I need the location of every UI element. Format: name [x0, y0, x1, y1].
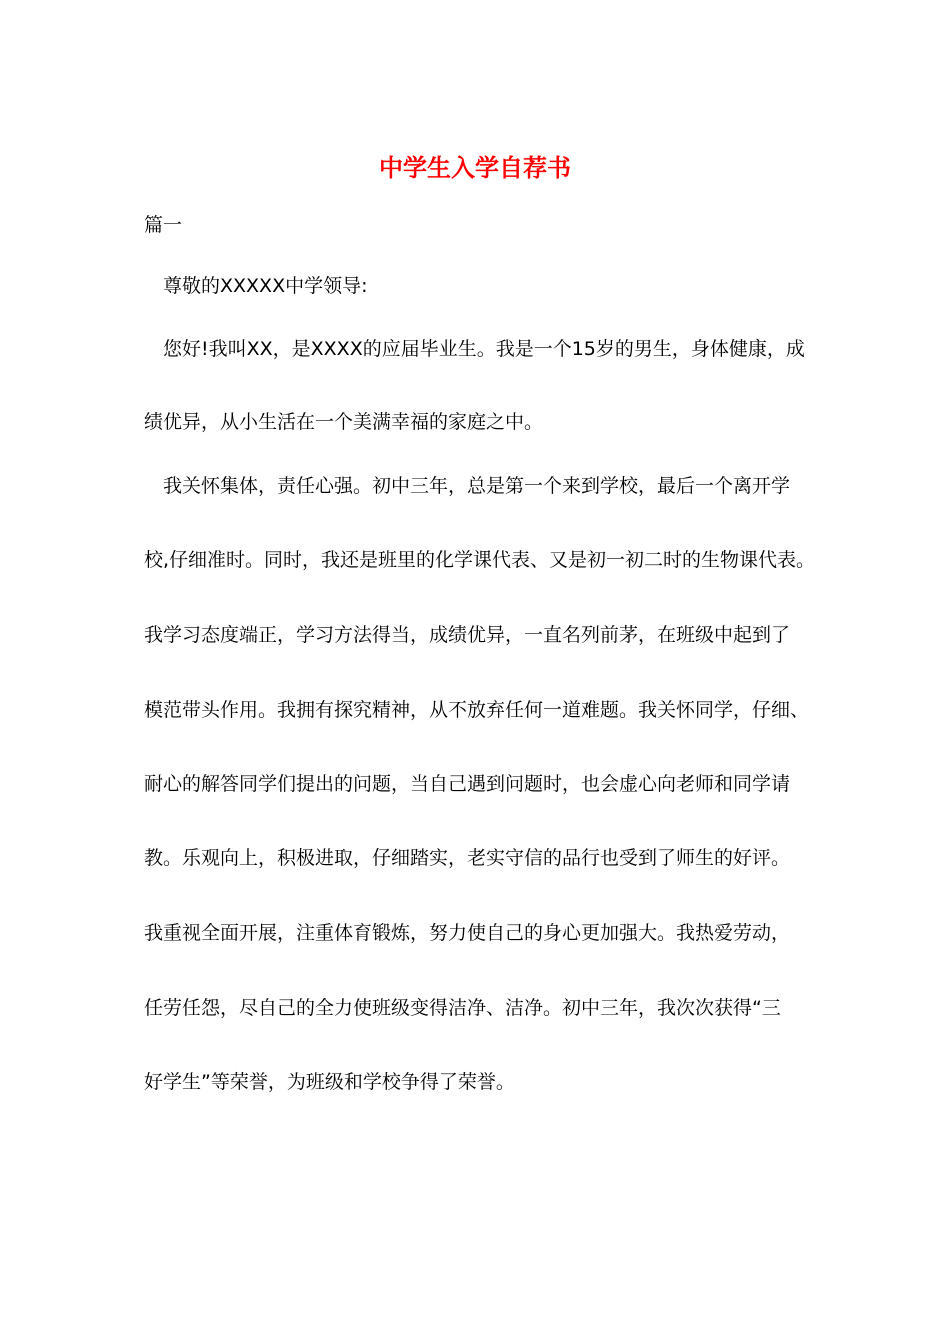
salutation-line: 尊敬的XXXXX中学领导: [163, 275, 368, 297]
body-line: 任劳任怨，尽自己的全力使班级变得洁净、洁净。初中三年，我次次获得“三 [144, 997, 781, 1019]
body-line: 绩优异，从小生活在一个美满幸福的家庭之中。 [144, 411, 544, 433]
body-line: 您好!我叫XX，是XXXX的应届毕业生。我是一个15岁的男生，身体健康，成 [163, 338, 805, 360]
body-line: 我重视全面开展，注重体育锻炼，努力使自己的身心更加强大。我热爱劳动， [144, 922, 791, 944]
document-title: 中学生入学自荐书 [379, 153, 571, 182]
body-line: 校,仔细准时。同时，我还是班里的化学课代表、又是初一初二时的生物课代表。 [144, 549, 816, 571]
body-line: 模范带头作用。我拥有探究精神，从不放弃任何一道难题。我关怀同学，仔细、 [144, 699, 810, 721]
section-label: 篇一 [144, 214, 183, 236]
body-line: 我关怀集体，责任心强。初中三年，总是第一个来到学校，最后一个离开学 [163, 475, 791, 497]
body-line: 我学习态度端正，学习方法得当，成绩优异，一直名列前茅，在班级中起到了 [144, 624, 791, 646]
body-line: 耐心的解答同学们提出的问题，当自己遇到问题时，也会虚心向老师和同学请 [144, 773, 791, 795]
body-line: 好学生”等荣誉，为班级和学校争得了荣誉。 [144, 1071, 515, 1093]
body-line: 教。乐观向上，积极进取，仔细踏实，老实守信的品行也受到了师生的好评。 [144, 847, 791, 869]
